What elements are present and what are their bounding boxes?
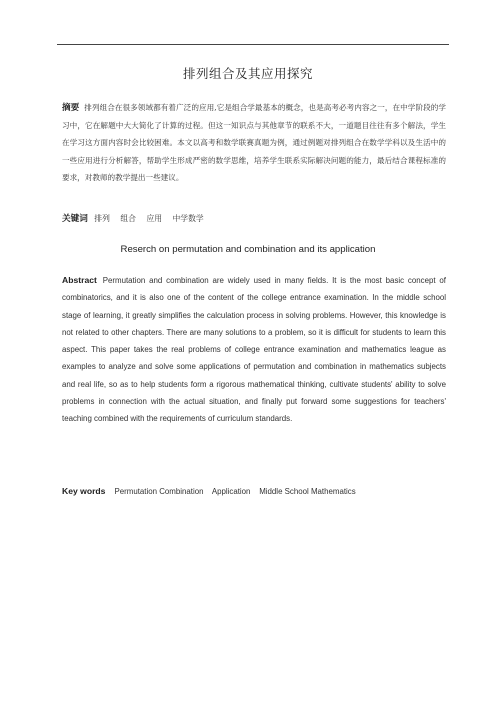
chinese-abstract-text: 排列组合在很多领域都有着广泛的应用,它是组合学最基本的概念，也是高考必考内容之一，在中学阶段的学习中，它在解题中大大简化了计算的过程。但这一知识点与其他章节的联系不大，一道题目往往有多个解法，学生在学习这方面内容时会比较困难。本文以高考和数学联赛真题为例，通过例题对排列组合在数学学科以及生活中的一些应用进行分析解答，帮助学生形成严密的数学思维，培养学生联系实际解决问题的能力，最后结合课程标准的要求，对教师的教学提出一些建议。 <box>62 103 446 182</box>
chinese-title: 排列组合及其应用探究 <box>182 66 313 81</box>
english-abstract <box>62 272 446 428</box>
english-abstract-text: Permutation and combination are widely used in many fields. It is the most basic concept of combinatorics, and it is also one of the content of the college entrance examination. In the middle school stage of learning, it greatly simplifies the calculation process in solving problems. However, this knowledge is not related to other chapters. There are many solutions to a problem, so it is difficult for students to learn this aspect. This paper takes the real problems of college entrance examination and mathematics league as examples to analyze and solve some applications of permutation and combination in mathematics subjects and real life, so as to help students form a rigorous mathematical thinking, cultivate students' ability to solve problems in connection with the actual situation, and finally put forward some suggestions for teachers' teaching combined with the requirements of curriculum standards. <box>62 276 446 424</box>
english-keywords <box>62 486 446 496</box>
header-rule <box>57 44 449 45</box>
english-keywords-label: Key words <box>62 486 106 496</box>
chinese-abstract <box>62 99 446 186</box>
english-abstract-label: Abstract <box>62 275 97 285</box>
chinese-abstract-label: 摘要 <box>62 103 80 113</box>
keyword-item: 中学数学 <box>172 214 204 223</box>
chinese-keywords-label: 关键词 <box>62 214 88 224</box>
english-title: Reserch on permutation and combination and its application <box>120 244 376 255</box>
chinese-keywords <box>62 212 446 224</box>
keyword-item: 组合 <box>120 214 136 223</box>
english-keywords-text: Permutation Combination Application Middle School Mathematics <box>114 487 356 496</box>
keyword-item: 排列 <box>94 214 110 223</box>
keyword-item: 应用 <box>146 214 163 223</box>
